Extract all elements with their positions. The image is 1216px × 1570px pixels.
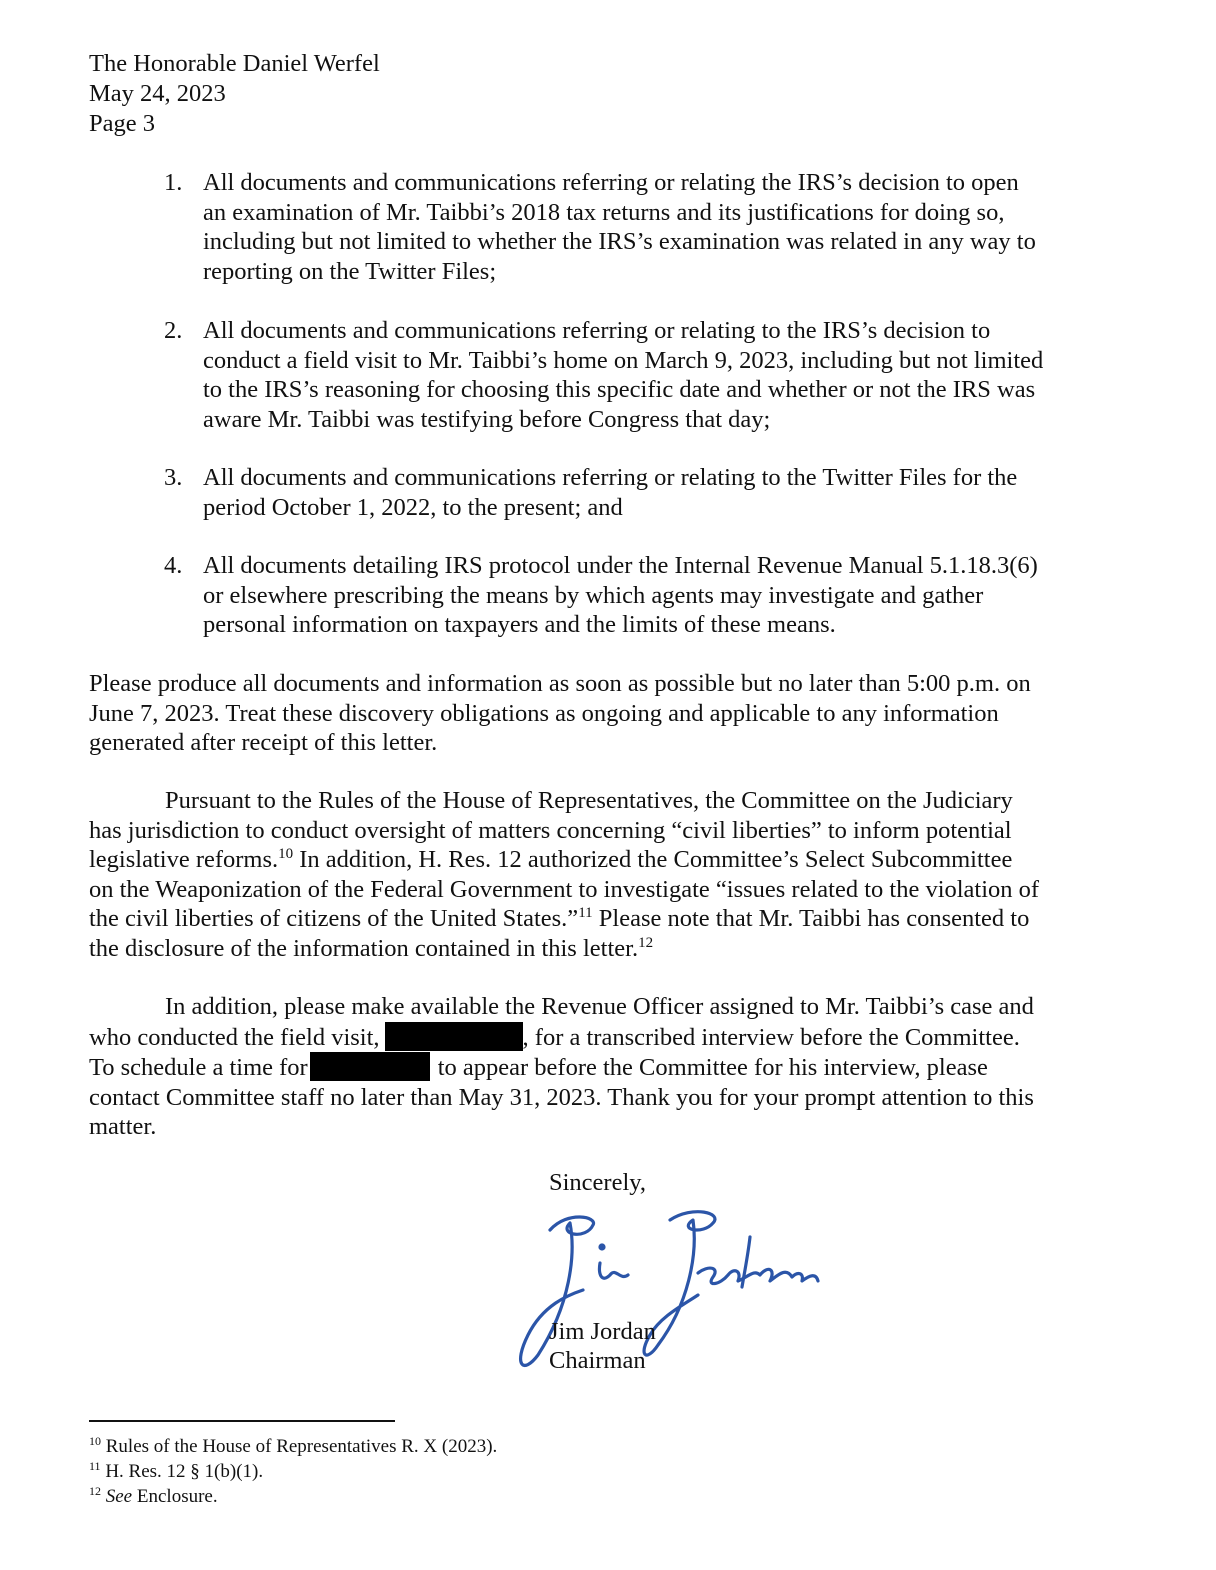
footnote-divider (89, 1420, 395, 1422)
text-span: legislative reforms. (89, 846, 279, 873)
redaction-bar (310, 1052, 430, 1081)
text-line: Pursuant to the Rules of the House of Representatives, the Committee on the Judiciary (165, 787, 1013, 814)
list-item-text (203, 316, 1103, 434)
page-number: Page 3 (89, 110, 155, 137)
text-line (89, 1052, 1099, 1083)
list-item-number: 1. (164, 169, 183, 196)
text-line: generated after receipt of this letter. (89, 729, 438, 756)
text-line: to the IRS’s reasoning for choosing this specific date and whether or not the IRS was (203, 376, 1036, 403)
footnote-signal: See (105, 1486, 133, 1507)
letter-header (89, 49, 380, 139)
footnote-ref[interactable]: 12 (638, 934, 654, 951)
text-span: In addition, H. Res. 12 authorized the Committee’s Select Subcommittee (293, 846, 1013, 873)
text-line: All documents and communications referring or relating the IRS’s decision to open (203, 169, 1019, 196)
redaction-bar (385, 1022, 523, 1051)
text-line: including but not limited to whether the IRS’s examination was related in any way to (203, 228, 1036, 255)
list-item-text (203, 463, 1103, 522)
list-item-number: 4. (164, 552, 183, 579)
text-line: an examination of Mr. Taibbi’s 2018 tax returns and its justifications for doing so, (203, 198, 1005, 226)
signature-im (599, 1263, 628, 1278)
signer-name: Jim Jordan (549, 1318, 656, 1345)
footnote (89, 1484, 497, 1509)
salutation: Sincerely, (549, 1169, 647, 1196)
footnote-text: H. Res. 12 § 1(b)(1). (105, 1461, 264, 1482)
footnote-ref[interactable]: 10 (278, 846, 294, 862)
footnote (89, 1434, 497, 1459)
text-line: personal information on taxpayers and the limits of these means. (203, 611, 836, 638)
list-item-text (203, 168, 1103, 286)
footnote-number: 12 (89, 1484, 101, 1498)
footnote-ref[interactable]: 11 (578, 905, 593, 921)
footnote-number: 11 (89, 1459, 101, 1473)
list-item-number: 2. (164, 317, 183, 344)
text-line (89, 934, 1099, 964)
text-line: All documents detailing IRS protocol under the Internal Revenue Manual 5.1.18.3(6) (203, 552, 1038, 579)
text-span: , for a transcribed interview before the Committee. (522, 1023, 1020, 1051)
text-span: the disclosure of the information contained in this letter. (89, 934, 639, 962)
text-line: has jurisdiction to conduct oversight of matters concerning “civil liberties” to inform potential (89, 816, 1012, 844)
text-line: on the Weaponization of the Federal Government to investigate “issues related to the violation of (89, 875, 1040, 903)
text-line: reporting on the Twitter Files; (203, 257, 497, 285)
footnote-text: Rules of the House of Representatives R. X (2023). (105, 1436, 498, 1457)
text-line: In addition, please make available the Revenue Officer assigned to Mr. Taibbi’s case and (165, 993, 1034, 1020)
text-line (89, 904, 1099, 934)
signature-ordan (698, 1268, 818, 1284)
text-line: period October 1, 2022, to the present; and (203, 493, 623, 521)
text-line (89, 845, 1099, 875)
signer-title: Chairman (549, 1347, 646, 1374)
text-span: to appear before the Committee for his interview, please (437, 1054, 988, 1081)
text-span: the civil liberties of citizens of the United States.” (89, 905, 579, 932)
text-line: or elsewhere prescribing the means by which agents may investigate and gather (203, 581, 984, 609)
footnote-number: 10 (89, 1434, 101, 1448)
footnote (89, 1459, 497, 1484)
text-line: matter. (89, 1113, 157, 1140)
text-line (89, 1022, 1099, 1053)
footnotes (89, 1434, 497, 1509)
production-paragraph (89, 669, 1099, 758)
text-span: To schedule a time for (89, 1054, 308, 1081)
date-line: May 24, 2023 (89, 80, 226, 107)
text-line: June 7, 2023. Treat these discovery obligations as ongoing and applicable to any information (89, 699, 999, 727)
text-line: All documents and communications referring or relating to the Twitter Files for the (203, 464, 1018, 491)
recipient-line: The Honorable Daniel Werfel (89, 50, 380, 77)
signature-dot (600, 1245, 604, 1249)
footnote-text: Enclosure. (132, 1486, 218, 1507)
text-line: Please produce all documents and information as soon as possible but no later than 5:00 p.m. on (89, 670, 1031, 697)
signature-d-stem (742, 1237, 750, 1287)
jurisdiction-paragraph (89, 786, 1099, 963)
text-line: conduct a field visit to Mr. Taibbi’s home on March 9, 2023, including but not limited (203, 346, 1044, 374)
text-line: aware Mr. Taibbi was testifying before Congress that day; (203, 405, 771, 433)
list-item-text (203, 551, 1103, 640)
text-line: All documents and communications referring or relating to the IRS’s decision to (203, 317, 991, 344)
list-item-number: 3. (164, 464, 183, 491)
interview-paragraph (89, 992, 1099, 1142)
text-span: who conducted the field visit, (89, 1023, 380, 1051)
text-span: Please note that Mr. Taibbi has consented to (592, 905, 1030, 932)
text-line: contact Committee staff no later than May 31, 2023. Thank you for your prompt attention to this (89, 1083, 1034, 1111)
